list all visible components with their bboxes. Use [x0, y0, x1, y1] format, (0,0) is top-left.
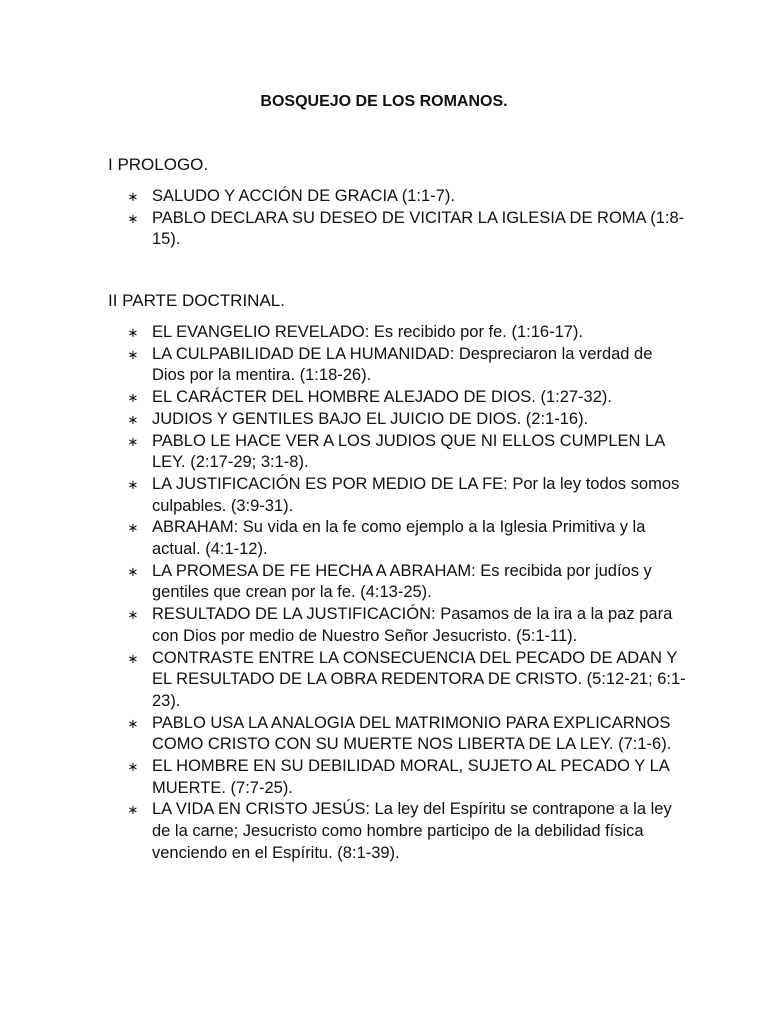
section-parte-doctrinal [108, 290, 688, 865]
list-item: ∗ PABLO DECLARA SU DESEO DE VICITAR LA IGLESIA DE ROMA (1:8-15). [127, 208, 685, 249]
list-item: ∗ ABRAHAM: Su vida en la fe como ejemplo a la Iglesia Primitiva y la actual. (4:1-12). [127, 518, 646, 559]
list-item: ∗ PABLO USA LA ANALOGIA DEL MATRIMONIO PARA EXPLICARNOS COMO CRISTO CON SU MUERTE NOS LIBERTA DE LA LEY. (7:1-6). [127, 713, 672, 754]
list-item: ∗ SALUDO Y ACCIÓN DE GRACIA (1:1-7). [108, 186, 688, 208]
outline-list [108, 186, 688, 251]
outline-list [108, 322, 688, 865]
asterisk-bullet-icon: ∗ [127, 325, 139, 340]
list-item: ∗ EL EVANGELIO REVELADO: Es recibido por fe. (1:16-17). [108, 322, 688, 344]
asterisk-bullet-icon: ∗ [127, 802, 139, 818]
list-item: ∗ CONTRASTE ENTRE LA CONSECUENCIA DEL PECADO DE ADAN Y EL RESULTADO DE LA OBRA REDENTORA DE CRISTO. (5:12-21; 6:1-23). [127, 648, 686, 710]
list-item: ∗ EL CARÁCTER DEL HOMBRE ALEJADO DE DIOS. (1:27-32). [108, 387, 688, 409]
list-item: ∗ RESULTADO DE LA JUSTIFICACIÓN: Pasamos de la ira a la paz para con Dios por medio de Nuestro Señor Jesucristo. (5:1-11). [127, 605, 673, 645]
asterisk-bullet-icon: ∗ [127, 346, 139, 362]
list-item: ∗ LA VIDA EN CRISTO JESÚS: La ley del Espíritu se contrapone a la ley de la carne; Jesucristo como hombre participo de la debilidad física venciendo en el Espíritu. (8:1-39). [127, 800, 672, 862]
list-item: ∗ LA JUSTIFICACIÓN ES POR MEDIO DE LA FE: Por la ley todos somos culpables. (3:9-31). [127, 474, 680, 515]
list-item: ∗ LA CULPABILIDAD DE LA HUMANIDAD: Despreciaron la verdad de Dios por la mentira. (1:18-26). [127, 344, 653, 385]
asterisk-bullet-icon: ∗ [127, 520, 139, 536]
asterisk-bullet-icon: ∗ [127, 476, 139, 492]
asterisk-bullet-icon: ∗ [127, 433, 139, 449]
asterisk-bullet-icon: ∗ [127, 759, 139, 775]
document-title: BOSQUEJO DE LOS ROMANOS. [260, 93, 508, 110]
section-prologo [108, 154, 688, 251]
asterisk-bullet-icon: ∗ [127, 210, 139, 226]
list-item: ∗ PABLO LE HACE VER A LOS JUDIOS QUE NI ELLOS CUMPLEN LA LEY. (2:17-29; 3:1-8). [127, 431, 665, 472]
asterisk-bullet-icon: ∗ [127, 411, 139, 427]
asterisk-bullet-icon: ∗ [127, 650, 139, 666]
section-heading: II PARTE DOCTRINAL. [108, 291, 285, 310]
asterisk-bullet-icon: ∗ [127, 715, 139, 731]
list-item: ∗ EL HOMBRE EN SU DEBILIDAD MORAL, SUJETO AL PECADO Y LA MUERTE. (7:7-25). [127, 757, 669, 797]
list-item: ∗ JUDIOS Y GENTILES BAJO EL JUICIO DE DIOS. (2:1-16). [108, 409, 688, 431]
section-heading: I PROLOGO. [108, 155, 209, 174]
list-item: ∗ LA PROMESA DE FE HECHA A ABRAHAM: Es recibida por judíos y gentiles que crean por la fe. (4:13-25). [127, 561, 652, 602]
asterisk-bullet-icon: ∗ [127, 563, 139, 579]
asterisk-bullet-icon: ∗ [127, 189, 139, 204]
asterisk-bullet-icon: ∗ [127, 607, 139, 623]
asterisk-bullet-icon: ∗ [127, 390, 139, 406]
